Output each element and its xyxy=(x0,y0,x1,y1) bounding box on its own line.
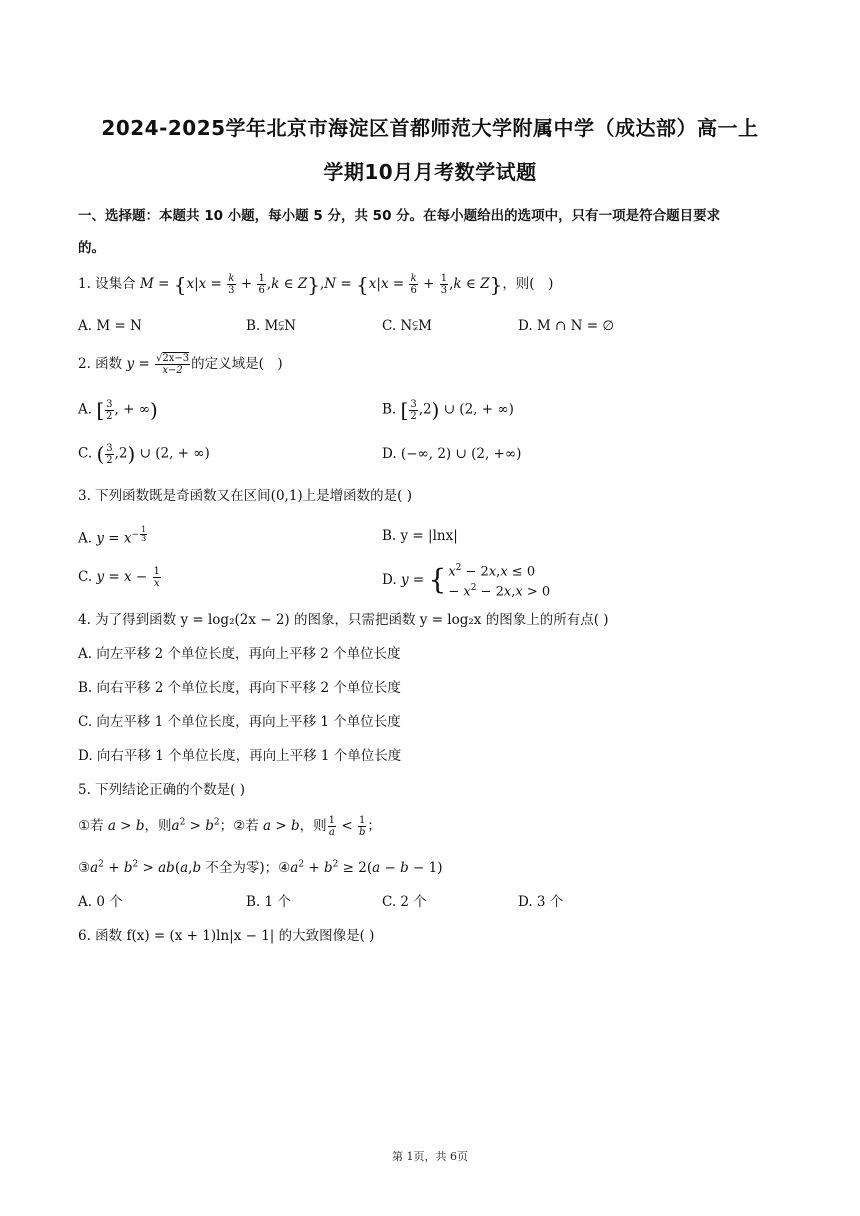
question-1-option-b: B. M⫋N xyxy=(246,318,297,334)
question-5-option-d: D. 3 个 xyxy=(518,894,564,910)
question-5-option-c: C. 2 个 xyxy=(382,894,427,910)
question-5-statements-3-4: $③a^2 + b^2 > ab(a,b$ 不全为零)；$④a^2 + b^2 \ge 2(a - b - 1)$ xyxy=(78,859,443,876)
question-6-stem: 6. 函数 f(x) = (x + 1)ln|x − 1| 的大致图像是( ) xyxy=(78,928,375,944)
question-4-option-d: D. 向右平移 1 个单位长度，再向上平移 1 个单位长度 xyxy=(78,748,402,764)
question-5-statements-1-2: ①若 a > b，则$a^2 > b^2$；②若 a > b，则 $\frac{1}{a}$ < $\frac{1}{b}$ ； xyxy=(78,815,381,838)
section-heading: 一、选择题：本题共 10 小题，每小题 5 分，共 50 分。在每小题给出的选项中，只有一项是符合题目要求 xyxy=(78,208,721,224)
question-3-option-b: B. y = |lnx| xyxy=(382,528,458,544)
document-title-line-2: 学期10月月考数学试题 xyxy=(323,160,537,184)
question-2-stem: 2. 函数 y = $\frac{√2x-3}{x-2}$ 的定义域是( ) xyxy=(78,353,283,376)
question-2-option-c: C. ( $\frac{3}{2}$ ,2) ∪ (2, + ∞) xyxy=(78,442,210,466)
question-3-option-d: D. y = { $x^2 - 2x,x \le 0$ − $x^2 - 2x,x > 0$ xyxy=(382,563,551,600)
question-3-option-c: C. y = x − $\frac{1}{x}$ xyxy=(78,566,160,589)
question-3-stem: 3. 下列函数既是奇函数又在区间(0,1)上是增函数的是( ) xyxy=(78,488,412,504)
section-heading-cont: 的。 xyxy=(78,240,105,256)
question-2-option-b: B. [ $\frac{3}{2}$ ,2) ∪ (2, + ∞) xyxy=(382,398,514,422)
page-footer: 第 1页，共 6页 xyxy=(392,1150,468,1163)
question-1-option-d: D. M ∩ N = ∅ xyxy=(518,318,615,334)
question-5-option-b: B. 1 个 xyxy=(246,894,291,910)
question-2-option-a: A. [ $\frac{3}{2}$ , + ∞) xyxy=(78,398,158,422)
question-4-stem: 4. 为了得到函数 y = log₂(2x − 2) 的图象，只需把函数 y = log₂x 的图象上的所有点( ) xyxy=(78,612,609,628)
question-4-option-c: C. 向左平移 1 个单位长度，再向上平移 1 个单位长度 xyxy=(78,714,401,730)
question-3-option-a: A. $y = x^{- \frac{1}{3}}$ xyxy=(78,525,147,547)
question-2-option-d: D. (−∞, 2) ∪ (2, +∞) xyxy=(382,446,522,462)
question-4-option-b: B. 向右平移 2 个单位长度，再向下平移 2 个单位长度 xyxy=(78,680,401,696)
question-1-stem: 1. 设集合 M = {x|x = $\frac{k}{3}$ + $\frac{1}{6}$ ,k ∈ Z},N = {x|x = $\frac{k}{6}$ + $\frac{1}{3}$ ,k ∈ Z}，则( ) xyxy=(78,272,554,297)
question-5-stem: 5. 下列结论正确的个数是( ) xyxy=(78,782,245,798)
question-4-option-a: A. 向左平移 2 个单位长度，再向上平移 2 个单位长度 xyxy=(78,646,401,662)
document-title-line-1: 2024-2025学年北京市海淀区首都师范大学附属中学（成达部）高一上 xyxy=(101,116,759,140)
question-1-option-c: C. N⫋M xyxy=(382,318,433,334)
question-5-option-a: A. 0 个 xyxy=(78,894,123,910)
question-1-option-a: A. M = N xyxy=(78,318,142,334)
